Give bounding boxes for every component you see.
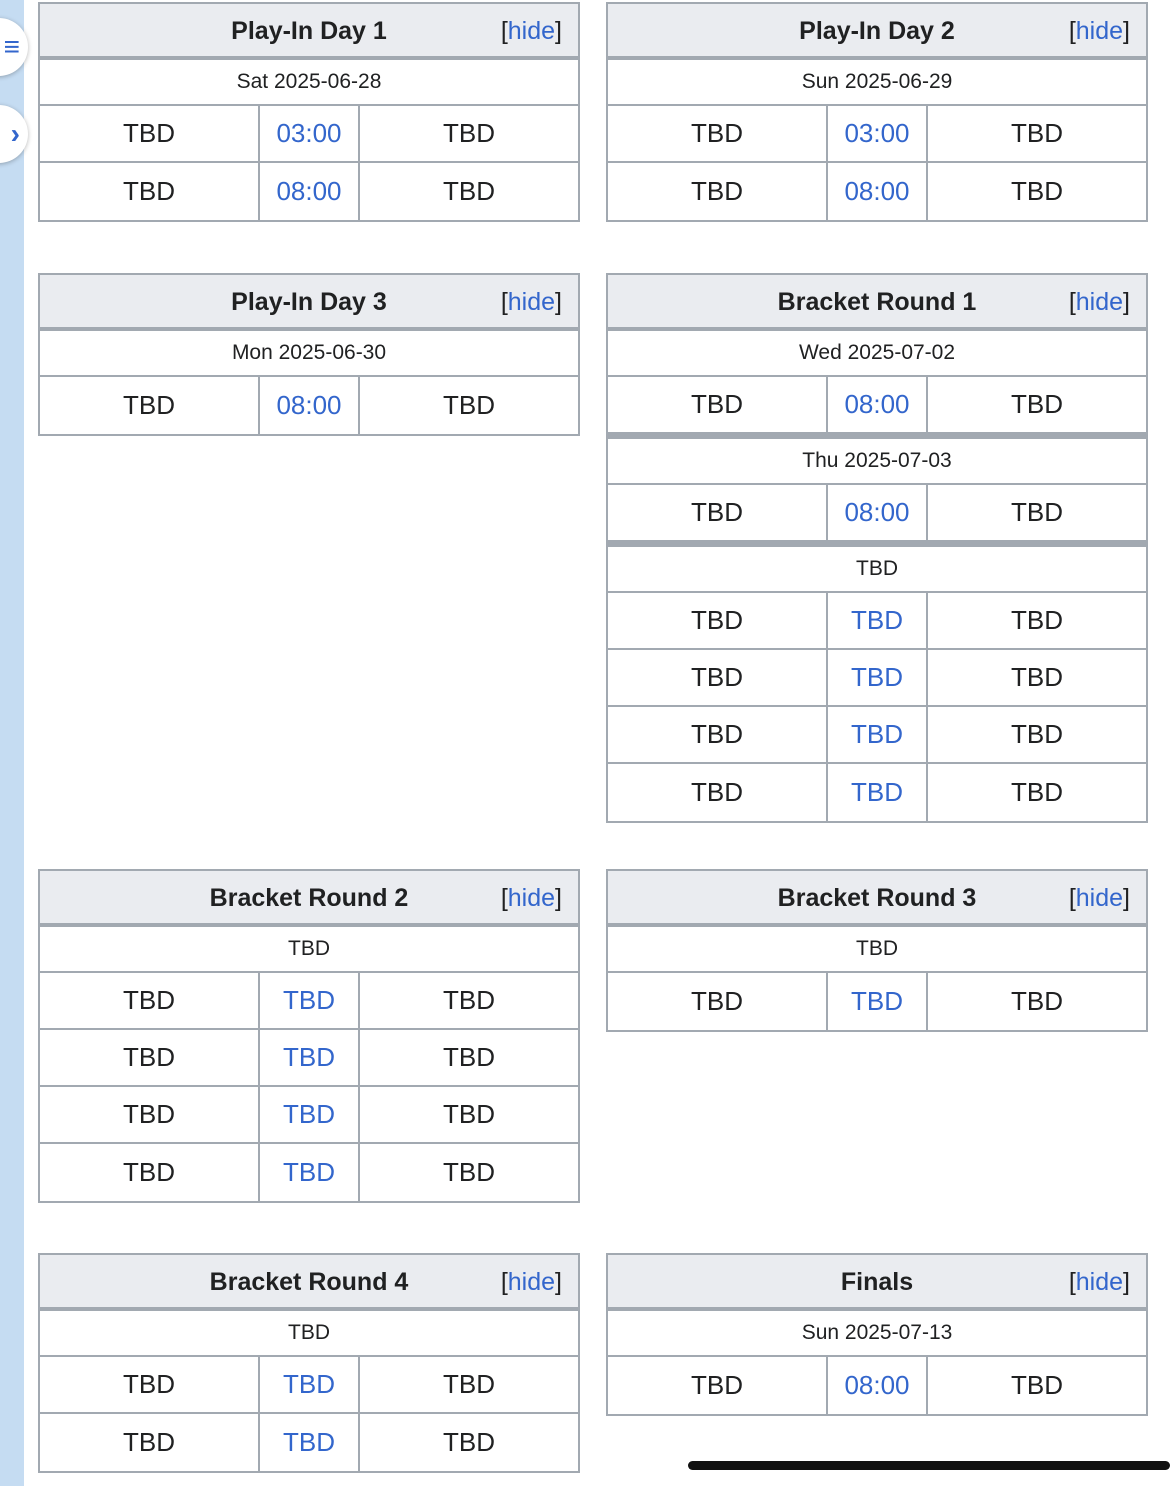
- hide-toggle[interactable]: [hide]: [1068, 884, 1130, 912]
- team-a-cell: TBD: [40, 377, 260, 434]
- match-row: [608, 485, 1146, 542]
- chevron-right-icon: ›: [10, 118, 20, 149]
- match-row: [40, 1030, 578, 1087]
- schedule-card: [606, 273, 1148, 823]
- match-row: [40, 1144, 578, 1201]
- left-edge-strip: [0, 0, 24, 1486]
- schedule-card: [38, 1253, 580, 1473]
- match-time-link[interactable]: TBD: [260, 973, 360, 1028]
- match-row: [40, 973, 578, 1030]
- date-row: Sat 2025-06-28: [40, 60, 578, 106]
- match-row: [40, 377, 578, 434]
- match-row: [40, 106, 578, 163]
- team-b-cell: TBD: [443, 118, 495, 148]
- schedule-card: [606, 2, 1148, 222]
- date-row: TBD: [40, 1311, 578, 1357]
- team-b-cell: TBD: [1011, 662, 1063, 692]
- team-a-cell: TBD: [608, 650, 828, 705]
- card-header: [608, 1255, 1146, 1311]
- card-title: Play-In Day 2: [799, 17, 955, 45]
- schedule-card: [38, 2, 580, 222]
- team-a-cell: TBD: [608, 764, 828, 821]
- team-b-cell: TBD: [443, 1427, 495, 1457]
- match-time-link[interactable]: 03:00: [260, 106, 360, 161]
- date-row: Sun 2025-06-29: [608, 60, 1146, 106]
- date-row: Sun 2025-07-13: [608, 1311, 1146, 1357]
- team-b-cell: TBD: [443, 985, 495, 1015]
- match-row: [608, 973, 1146, 1030]
- hide-toggle[interactable]: [hide]: [500, 288, 562, 316]
- home-indicator: [688, 1461, 1170, 1470]
- hide-link-text[interactable]: hide: [507, 884, 556, 912]
- match-time-link[interactable]: 08:00: [260, 163, 360, 220]
- team-a-cell: TBD: [40, 1030, 260, 1085]
- match-row: [608, 163, 1146, 220]
- team-a-cell: TBD: [40, 1357, 260, 1412]
- date-row: Mon 2025-06-30: [40, 331, 578, 377]
- date-row: TBD: [40, 927, 578, 973]
- card-header: [40, 1255, 578, 1311]
- team-b-cell: TBD: [443, 1369, 495, 1399]
- match-time-link[interactable]: TBD: [260, 1144, 360, 1201]
- card-header: [608, 275, 1146, 331]
- hamburger-menu-icon: ≡: [3, 31, 20, 62]
- match-time-link[interactable]: 08:00: [260, 377, 360, 434]
- schedule-card: [606, 869, 1148, 1032]
- team-b-cell: TBD: [1011, 777, 1063, 807]
- team-a-cell: TBD: [608, 377, 828, 432]
- match-time-link[interactable]: TBD: [260, 1357, 360, 1412]
- match-time-link[interactable]: TBD: [260, 1030, 360, 1085]
- team-a-cell: TBD: [608, 485, 828, 540]
- match-time-link[interactable]: TBD: [828, 650, 928, 705]
- team-b-cell: TBD: [1011, 605, 1063, 635]
- team-a-cell: TBD: [608, 106, 828, 161]
- hide-toggle[interactable]: [hide]: [500, 1268, 562, 1296]
- match-row: [40, 163, 578, 220]
- card-header: [40, 275, 578, 331]
- match-time-link[interactable]: 08:00: [828, 485, 928, 540]
- team-b-cell: TBD: [443, 390, 495, 420]
- match-time-link[interactable]: 08:00: [828, 163, 928, 220]
- team-b-cell: TBD: [1011, 389, 1063, 419]
- hide-link-text[interactable]: hide: [507, 288, 556, 316]
- date-row: Thu 2025-07-03: [608, 434, 1146, 485]
- card-title: Finals: [840, 1268, 914, 1296]
- card-title: Bracket Round 2: [209, 884, 409, 912]
- match-row: [608, 764, 1146, 821]
- schedule-card: [38, 869, 580, 1203]
- hide-link-text[interactable]: hide: [1075, 884, 1124, 912]
- match-row: [608, 377, 1146, 434]
- card-header: [608, 4, 1146, 60]
- match-row: [40, 1087, 578, 1144]
- hide-toggle[interactable]: [hide]: [1068, 1268, 1130, 1296]
- team-a-cell: TBD: [40, 1414, 260, 1471]
- match-time-link[interactable]: 08:00: [828, 377, 928, 432]
- schedule-card: [38, 273, 580, 436]
- match-row: [608, 1357, 1146, 1414]
- team-b-cell: TBD: [1011, 986, 1063, 1016]
- hide-toggle[interactable]: [hide]: [1068, 17, 1130, 45]
- team-a-cell: TBD: [608, 163, 828, 220]
- card-header: [608, 871, 1146, 927]
- hide-link-text[interactable]: hide: [507, 1268, 556, 1296]
- hide-toggle[interactable]: [hide]: [1068, 288, 1130, 316]
- team-a-cell: TBD: [608, 1357, 828, 1414]
- match-row: [608, 593, 1146, 650]
- match-time-link[interactable]: TBD: [828, 973, 928, 1030]
- team-a-cell: TBD: [40, 106, 260, 161]
- team-a-cell: TBD: [40, 1087, 260, 1142]
- hide-link-text[interactable]: hide: [1075, 17, 1124, 45]
- team-b-cell: TBD: [443, 1157, 495, 1187]
- team-b-cell: TBD: [1011, 1370, 1063, 1400]
- team-b-cell: TBD: [443, 176, 495, 206]
- match-time-link[interactable]: TBD: [828, 707, 928, 762]
- team-b-cell: TBD: [443, 1099, 495, 1129]
- card-title: Play-In Day 1: [231, 17, 387, 45]
- team-a-cell: TBD: [40, 973, 260, 1028]
- schedule-card: [606, 1253, 1148, 1416]
- team-a-cell: TBD: [608, 707, 828, 762]
- match-row: [40, 1357, 578, 1414]
- team-a-cell: TBD: [40, 163, 260, 220]
- team-a-cell: TBD: [608, 593, 828, 648]
- match-time-link[interactable]: TBD: [828, 764, 928, 821]
- team-a-cell: TBD: [40, 1144, 260, 1201]
- date-row: TBD: [608, 927, 1146, 973]
- match-time-link[interactable]: TBD: [828, 593, 928, 648]
- hide-toggle[interactable]: [hide]: [500, 17, 562, 45]
- date-row: TBD: [608, 542, 1146, 593]
- match-row: [608, 106, 1146, 163]
- hide-toggle[interactable]: [hide]: [500, 884, 562, 912]
- match-row: [608, 650, 1146, 707]
- card-title: Bracket Round 4: [209, 1268, 409, 1296]
- card-header: [40, 4, 578, 60]
- card-title: Bracket Round 3: [777, 884, 977, 912]
- match-time-link[interactable]: 08:00: [828, 1357, 928, 1414]
- team-b-cell: TBD: [1011, 719, 1063, 749]
- team-b-cell: TBD: [443, 1042, 495, 1072]
- match-time-link[interactable]: TBD: [260, 1414, 360, 1471]
- match-row: [40, 1414, 578, 1471]
- team-b-cell: TBD: [1011, 118, 1063, 148]
- match-row: [608, 707, 1146, 764]
- team-a-cell: TBD: [608, 973, 828, 1030]
- card-title: Play-In Day 3: [231, 288, 387, 316]
- team-b-cell: TBD: [1011, 176, 1063, 206]
- team-b-cell: TBD: [1011, 497, 1063, 527]
- match-time-link[interactable]: 03:00: [828, 106, 928, 161]
- card-title: Bracket Round 1: [777, 288, 977, 316]
- hide-link-text[interactable]: hide: [1075, 288, 1124, 316]
- date-row: Wed 2025-07-02: [608, 331, 1146, 377]
- hide-link-text[interactable]: hide: [1075, 1268, 1124, 1296]
- hide-link-text[interactable]: hide: [507, 17, 556, 45]
- match-time-link[interactable]: TBD: [260, 1087, 360, 1142]
- card-header: [40, 871, 578, 927]
